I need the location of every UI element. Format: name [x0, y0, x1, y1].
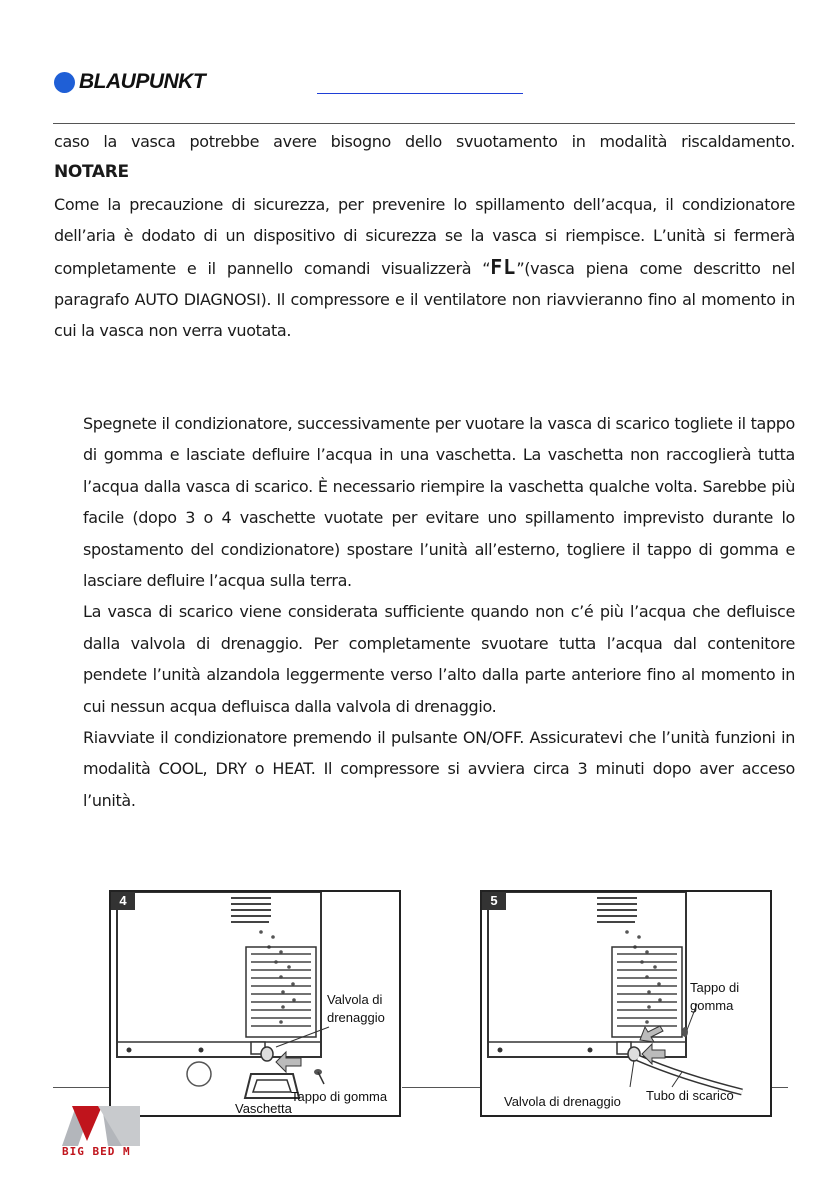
- intro-line: caso la vasca potrebbe avere bisogno dello svuotamento in modalità riscaldamento.: [54, 132, 795, 151]
- footer-divider-left: [53, 1087, 109, 1088]
- figure-5-plug-label-2: gomma: [690, 998, 734, 1013]
- figure-4-plug-label: Tappo di gomma: [291, 1089, 388, 1104]
- brand-logo: [54, 70, 205, 94]
- figure-5: [480, 890, 772, 1117]
- figure-5-plug-label-1: Tappo di: [690, 980, 740, 995]
- footer-divider-middle: [402, 1087, 480, 1088]
- quote-open: “: [482, 258, 491, 278]
- note-text-1: Come la precauzione di sicurezza, per prevenire lo spillamento dell’acqua, il condizionatore dell’aria è dodato di un dispositivo di sicurezza se la vasca si riempisce. L’unità si fermerà completamente e il pannello comandi visualizzerà: [54, 194, 795, 278]
- brand-name: BLAUPUNKT: [79, 70, 206, 93]
- figure-4-valve-label-2: drenaggio: [327, 1010, 385, 1025]
- steps-list: [83, 408, 795, 816]
- step-3: Riavviate il condizionatore premendo il pulsante ON/OFF. Assicuratevi che l’unità funzioni in modalità COOL, DRY o HEAT. Il compressore si avviera circa 3 minuti dopo aver acceso l’unità.: [83, 728, 795, 810]
- figure-4: [109, 890, 401, 1117]
- figure-5-number: 5: [482, 892, 506, 910]
- step-1: Spegnete il condizionatore, successivamente per vuotare la vasca di scarico togliete il tappo di gomma e lasciate defluire l’acqua in una vaschetta. La vaschetta non raccoglierà tutta l’acqua dalla vasca di scarico. È necessario riempire la vaschetta qualche volta. Sarebbe più facile (dopo 3 o 4 vaschette vuotate per evitare uno spillamento imprevisto durante lo spostamento del condizionatore) spostare l’unità all’esterno, togliere il tappo di gomma e lasciare defluire l’acqua sulla terra.: [83, 414, 795, 591]
- figure-5-tube-label: Tubo di scarico: [646, 1088, 734, 1103]
- header-divider: [53, 123, 795, 124]
- figure-5-valve-label: Valvola di drenaggio: [504, 1094, 621, 1109]
- figure-4-number: 4: [111, 892, 135, 910]
- note-paragraph: [54, 189, 795, 347]
- step-2: La vasca di scarico viene considerata sufficiente quando non c’é più l’acqua che defluisce dalla valvola di drenaggio. Per completamente svuotare tutta l’acqua dal contenitore pendete l’unità alzandola leggermente verso l’alto dalla parte anteriore fino al momento in cui nessun acqua defluisca dalla valvola di drenaggio.: [83, 602, 795, 716]
- display-code-ft: FL: [490, 254, 517, 279]
- footer-divider-right: [772, 1087, 788, 1088]
- note-heading: NOTARE: [54, 162, 129, 183]
- footer-brand: BIG BED M: [62, 1145, 131, 1158]
- figure-4-tray-label: Vaschetta: [235, 1101, 292, 1116]
- header-underline: [317, 93, 523, 94]
- note-text-2: ”(vasca piena come descritto nel paragrafo AUTO DIAGNOSI). Il compressore e il ventilatore non riavvieranno fino al momento in cui la vasca non verra vuotata.: [54, 258, 795, 341]
- page-content: [54, 126, 795, 347]
- figure-4-valve-label-1: Valvola di: [327, 992, 383, 1007]
- logo-dot-icon: [54, 72, 75, 93]
